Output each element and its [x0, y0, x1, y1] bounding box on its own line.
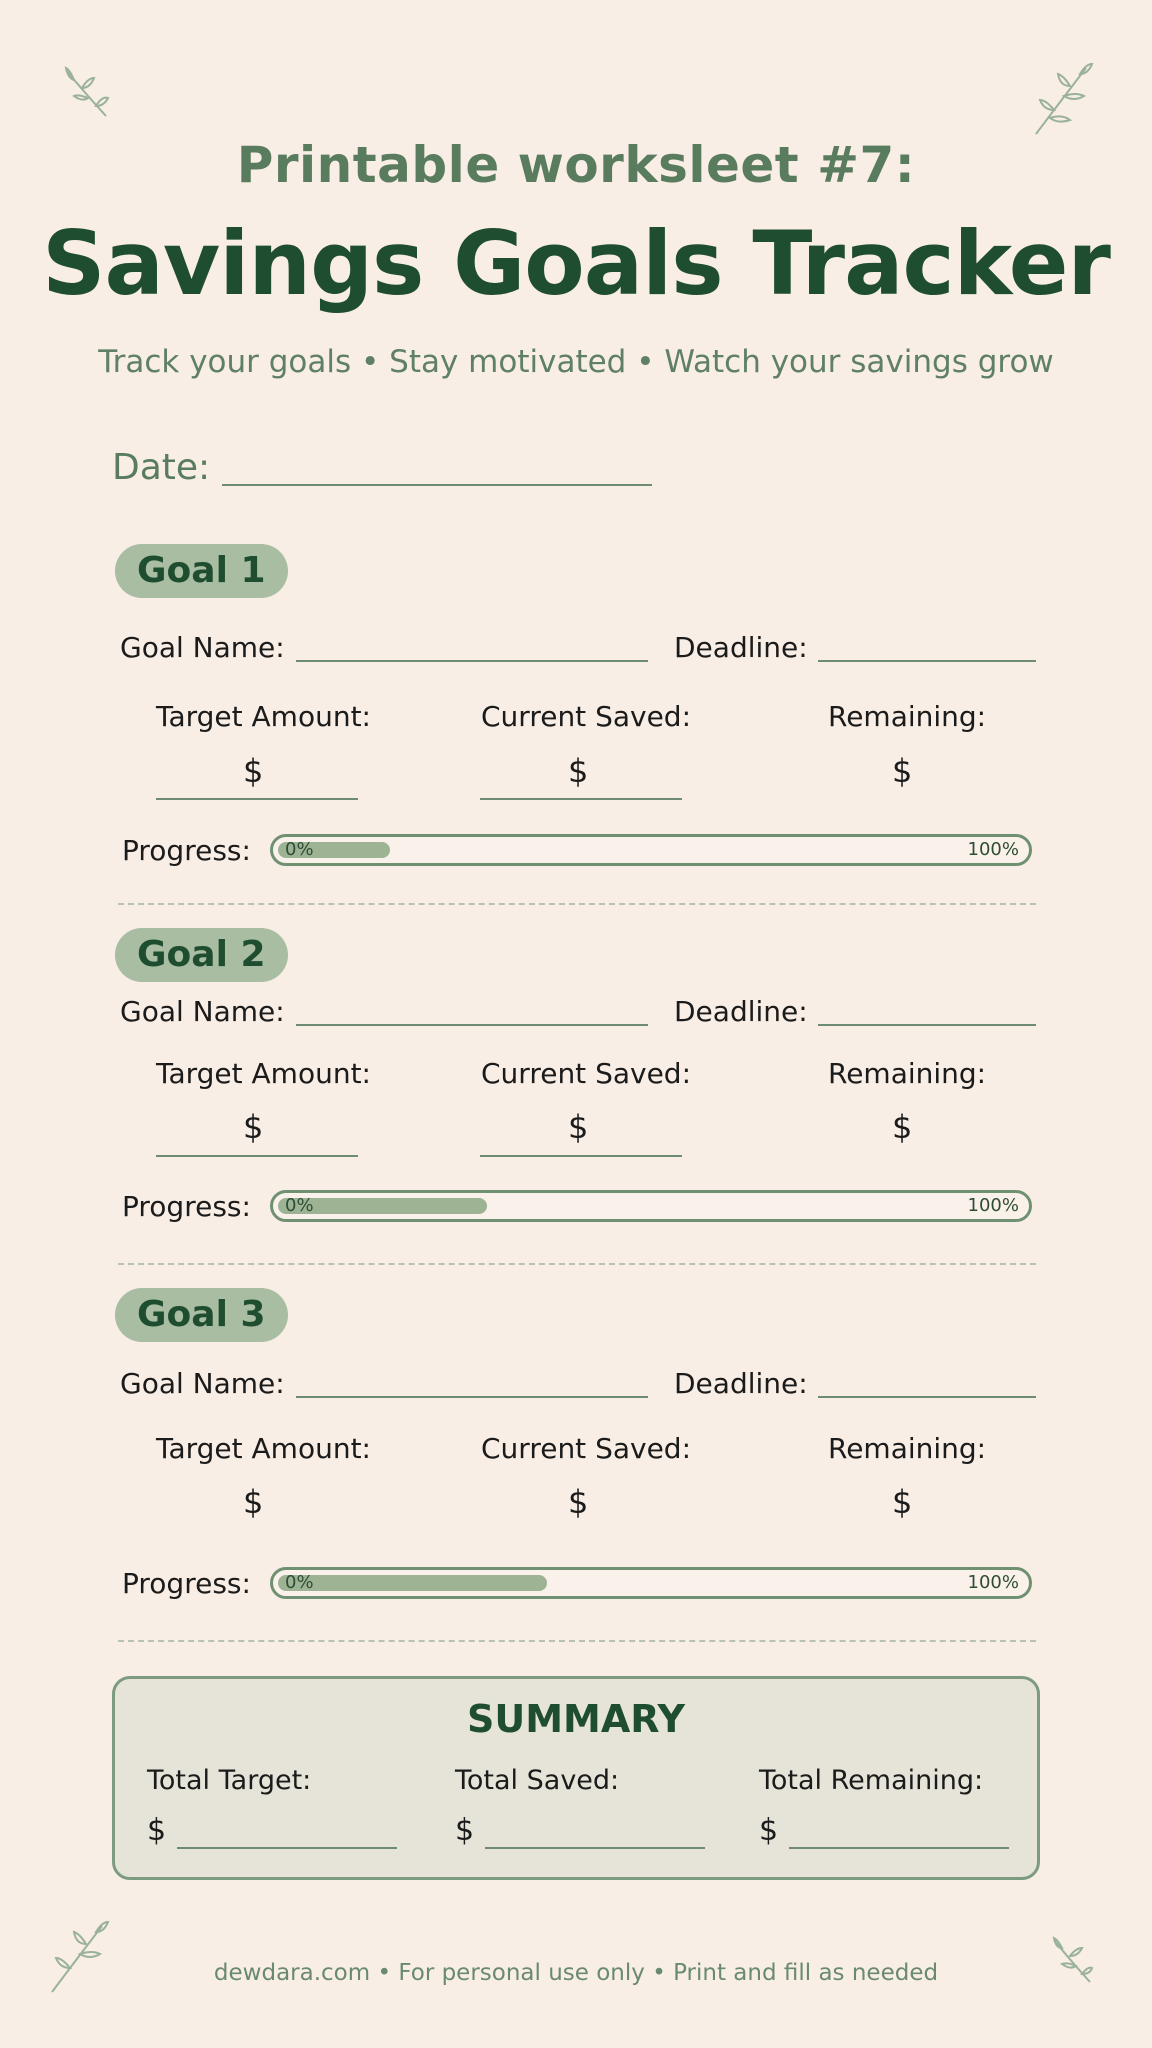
section-divider — [118, 903, 1036, 905]
tagline: Track your goals • Stay motivated • Watch your savings grow — [98, 344, 1054, 380]
worksheet-kicker: Printable worksleet #7: — [236, 136, 916, 194]
progress-label: Progress: — [122, 1567, 251, 1600]
progress-bar — [270, 1567, 1032, 1599]
footer-text: dewdara.com • For personal use only • Print and fill as needed — [213, 1960, 939, 1986]
summary-box — [112, 1676, 1040, 1880]
remaining-label: Remaining: — [828, 1432, 987, 1465]
target-amount-label: Target Amount: — [156, 1057, 371, 1090]
target-amount-field[interactable] — [156, 798, 358, 800]
progress-max-label: 100% — [967, 839, 1019, 860]
currency-symbol: $ — [892, 752, 913, 790]
goal-badge: Goal 3 — [115, 1288, 288, 1342]
page-title: Savings Goals Tracker — [42, 212, 1110, 315]
remaining-label: Remaining: — [828, 700, 987, 733]
currency-symbol: $ — [892, 1483, 913, 1521]
currency-symbol: $ — [892, 1108, 913, 1146]
total-saved-field[interactable] — [485, 1847, 705, 1849]
goal-name-label: Goal Name: — [120, 631, 285, 664]
deadline-label: Deadline: — [674, 995, 808, 1028]
goal-badge: Goal 1 — [115, 544, 288, 598]
current-saved-field[interactable] — [480, 1155, 682, 1157]
date-field[interactable] — [222, 484, 652, 486]
currency-symbol: $ — [243, 1483, 264, 1521]
goal-name-field[interactable] — [296, 660, 648, 662]
current-saved-label: Current Saved: — [481, 700, 691, 733]
deadline-field[interactable] — [818, 1396, 1036, 1398]
current-saved-label: Current Saved: — [481, 1432, 691, 1465]
deadline-label: Deadline: — [674, 631, 808, 664]
goal-name-label: Goal Name: — [120, 995, 285, 1028]
currency-symbol: $ — [568, 1483, 589, 1521]
section-divider — [118, 1263, 1036, 1265]
goal-badge: Goal 2 — [115, 928, 288, 982]
progress-min-label: 0% — [285, 839, 314, 860]
currency-symbol: $ — [568, 1108, 589, 1146]
total-target-label: Total Target: — [147, 1765, 312, 1796]
current-saved-label: Current Saved: — [481, 1057, 691, 1090]
date-label: Date: — [112, 447, 211, 488]
goal-name-label: Goal Name: — [120, 1367, 285, 1400]
goal-name-field[interactable] — [296, 1396, 648, 1398]
current-saved-field[interactable] — [480, 798, 682, 800]
total-remaining-label: Total Remaining: — [759, 1765, 984, 1796]
progress-fill — [278, 1575, 547, 1591]
section-divider — [118, 1640, 1036, 1642]
progress-min-label: 0% — [285, 1572, 314, 1593]
currency-symbol: $ — [759, 1813, 779, 1848]
deadline-field[interactable] — [818, 660, 1036, 662]
currency-symbol: $ — [243, 752, 264, 790]
target-amount-label: Target Amount: — [156, 1432, 371, 1465]
currency-symbol: $ — [243, 1108, 264, 1146]
progress-max-label: 100% — [967, 1572, 1019, 1593]
currency-symbol: $ — [455, 1813, 475, 1848]
remaining-label: Remaining: — [828, 1057, 987, 1090]
progress-max-label: 100% — [967, 1195, 1019, 1216]
deadline-label: Deadline: — [674, 1367, 808, 1400]
deadline-field[interactable] — [818, 1024, 1036, 1026]
target-amount-label: Target Amount: — [156, 700, 371, 733]
summary-title: SUMMARY — [467, 1697, 685, 1741]
currency-symbol: $ — [147, 1813, 167, 1848]
total-saved-label: Total Saved: — [455, 1765, 620, 1796]
goal-name-field[interactable] — [296, 1024, 648, 1026]
currency-symbol: $ — [568, 752, 589, 790]
leaf-sprig-icon — [1030, 62, 1094, 138]
total-target-field[interactable] — [177, 1847, 397, 1849]
progress-label: Progress: — [122, 1190, 251, 1223]
progress-bar — [270, 834, 1032, 866]
target-amount-field[interactable] — [156, 1155, 358, 1157]
progress-min-label: 0% — [285, 1195, 314, 1216]
total-remaining-field[interactable] — [789, 1847, 1009, 1849]
progress-bar — [270, 1190, 1032, 1222]
progress-label: Progress: — [122, 834, 251, 867]
leaf-sprig-icon — [60, 66, 112, 122]
